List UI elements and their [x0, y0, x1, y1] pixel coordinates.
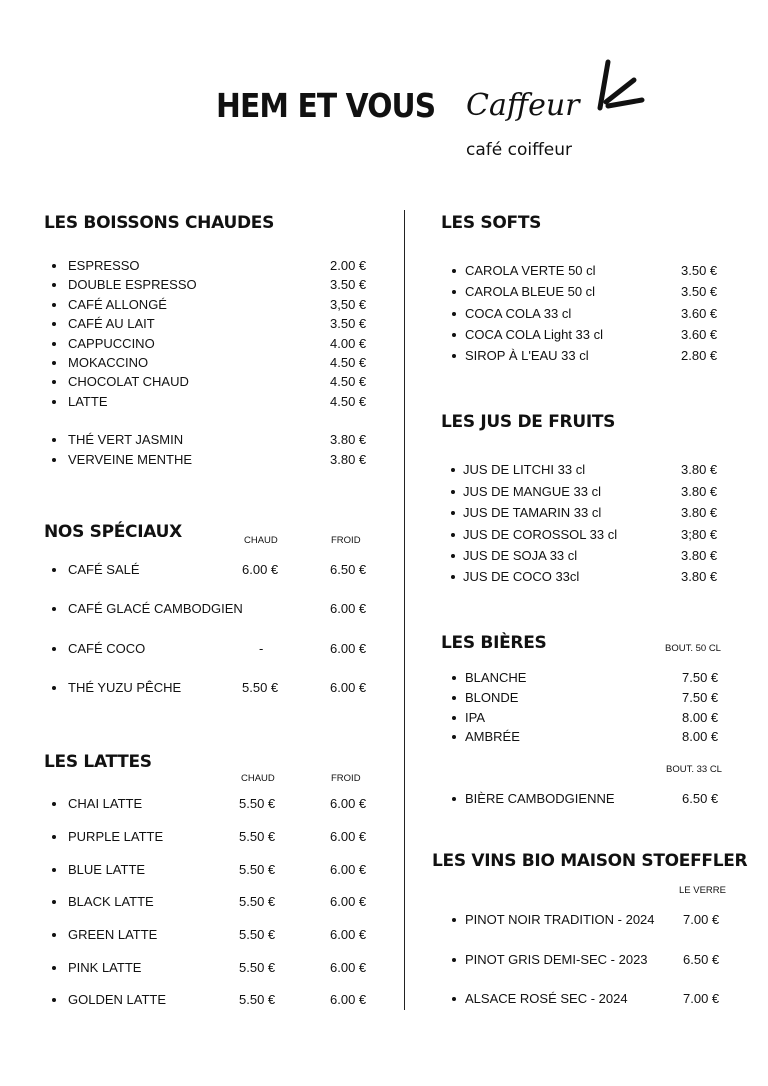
bullet-icon — [52, 868, 56, 872]
menu-item-price: 2.00 € — [330, 258, 367, 273]
menu-item-price: 3.50 € — [681, 284, 718, 299]
bullet-icon — [452, 735, 456, 739]
bullet-icon — [452, 918, 456, 922]
menu-item-row — [0, 670, 768, 688]
bullet-icon — [451, 468, 455, 472]
bullet-icon — [52, 933, 56, 937]
menu-item-name: JUS DE COCO 33cl — [463, 569, 580, 584]
bullet-icon — [452, 696, 456, 700]
bullet-icon — [451, 511, 455, 515]
menu-item-name: BLANCHE — [465, 670, 527, 685]
menu-item-name: GOLDEN LATTE — [68, 992, 167, 1007]
menu-item-price: 4.00 € — [330, 336, 367, 351]
menu-item-price-cold: 6.00 € — [330, 601, 367, 616]
menu-item-name: PURPLE LATTE — [68, 829, 164, 844]
menu-item-price: 3,50 € — [330, 297, 367, 312]
menu-item-row — [0, 894, 768, 912]
menu-item-price-cold: 6.00 € — [330, 829, 367, 844]
menu-item-row — [0, 829, 768, 847]
menu-item-price: 4.50 € — [330, 355, 367, 370]
bullet-icon — [452, 290, 456, 294]
menu-item-price-cold: 6.00 € — [330, 641, 367, 656]
menu-item-price: 6.50 € — [682, 791, 719, 806]
bullet-icon — [52, 900, 56, 904]
menu-item-name: CHOCOLAT CHAUD — [68, 374, 189, 389]
menu-item-row — [0, 690, 768, 708]
section-title-boissons-chaudes: LES BOISSONS CHAUDES — [44, 213, 275, 233]
menu-item-name: CAPPUCCINO — [68, 336, 155, 351]
menu-item-row — [0, 991, 768, 1009]
menu-item-price-hot: 6.00 € — [242, 562, 279, 577]
column-header-bottle-33: BOUT. 33 CL — [666, 764, 722, 775]
menu-item-row — [0, 527, 768, 545]
menu-item-price-hot: 5.50 € — [242, 680, 279, 695]
menu-item-row — [0, 505, 768, 523]
section-title-vins: LES VINS BIO MAISON STOEFFLER — [432, 851, 748, 871]
menu-item-price: 4.50 € — [330, 394, 367, 409]
menu-item-price: 3.80 € — [330, 452, 367, 467]
bullet-icon — [452, 354, 456, 358]
menu-item-row — [0, 306, 768, 324]
menu-item-price: 6.50 € — [683, 952, 720, 967]
section-title-speciaux: NOS SPÉCIAUX — [44, 522, 182, 542]
column-header-bottle-50: BOUT. 50 CL — [665, 643, 721, 654]
menu-item-name: CAFÉ SALÉ — [68, 562, 140, 577]
menu-item-price: 8.00 € — [682, 729, 719, 744]
section-title-jus: LES JUS DE FRUITS — [441, 412, 616, 432]
column-header-glass: LE VERRE — [679, 885, 726, 896]
menu-item-name: MOKACCINO — [68, 355, 149, 370]
menu-item-name: SIROP À L'EAU 33 cl — [465, 348, 589, 363]
menu-item-row — [0, 548, 768, 566]
menu-item-row — [0, 729, 768, 747]
menu-item-name: IPA — [465, 710, 485, 725]
menu-item-row — [0, 710, 768, 728]
section-title-lattes: LES LATTES — [44, 752, 152, 772]
menu-item-row — [0, 374, 768, 392]
bullet-icon — [52, 400, 56, 404]
menu-item-price: 8.00 € — [682, 710, 719, 725]
bullet-icon — [451, 554, 455, 558]
menu-item-row — [0, 952, 768, 970]
bullet-icon — [52, 607, 56, 611]
bullet-icon — [452, 333, 456, 337]
menu-item-price-hot: 5.50 € — [239, 829, 276, 844]
menu-item-row — [0, 432, 768, 450]
menu-item-price-hot: - — [259, 641, 264, 656]
menu-item-name: PINK LATTE — [68, 960, 142, 975]
menu-item-row — [0, 641, 768, 659]
menu-item-price-cold: 6.00 € — [330, 992, 367, 1007]
menu-item-price-cold: 6.50 € — [330, 562, 367, 577]
menu-item-name: BLACK LATTE — [68, 894, 154, 909]
menu-item-row — [0, 601, 768, 619]
bullet-icon — [452, 797, 456, 801]
menu-item-name: COCA COLA Light 33 cl — [465, 327, 604, 342]
menu-item-price: 4.50 € — [330, 374, 367, 389]
menu-item-name: BLUE LATTE — [68, 862, 146, 877]
menu-item-name: JUS DE LITCHI 33 cl — [463, 462, 586, 477]
section-title-bieres: LES BIÈRES — [441, 633, 547, 653]
bullet-icon — [452, 312, 456, 316]
menu-item-name: BLONDE — [465, 690, 519, 705]
menu-item-row — [0, 791, 768, 809]
bullet-icon — [451, 533, 455, 537]
leaf-sprig-icon — [594, 56, 646, 114]
menu-item-name: GREEN LATTE — [68, 927, 158, 942]
menu-item-price: 3.80 € — [681, 505, 718, 520]
menu-item-row — [0, 912, 768, 930]
bullet-icon — [52, 380, 56, 384]
column-header-cold: FROID — [331, 535, 361, 546]
column-header-cold: FROID — [331, 773, 361, 784]
bullet-icon — [452, 269, 456, 273]
menu-item-price: 3.50 € — [330, 316, 367, 331]
menu-item-price: 3;80 € — [681, 527, 718, 542]
menu-item-price-cold: 6.00 € — [330, 862, 367, 877]
menu-item-name: BIÈRE CAMBODGIENNE — [465, 791, 615, 806]
bullet-icon — [52, 438, 56, 442]
menu-item-price-cold: 6.00 € — [330, 960, 367, 975]
bullet-icon — [451, 490, 455, 494]
tagline: café coiffeur — [466, 140, 573, 160]
menu-item-name: CAROLA BLEUE 50 cl — [465, 284, 596, 299]
section-title-softs: LES SOFTS — [441, 213, 542, 233]
menu-item-name: CAFÉ COCO — [68, 641, 146, 656]
menu-item-name: JUS DE TAMARIN 33 cl — [463, 505, 602, 520]
menu-item-price: 3.80 € — [681, 548, 718, 563]
menu-item-name: ALSACE ROSÉ SEC - 2024 — [465, 991, 628, 1006]
menu-item-price: 3.50 € — [330, 277, 367, 292]
bullet-icon — [452, 958, 456, 962]
menu-item-name: PINOT NOIR TRADITION - 2024 — [465, 912, 655, 927]
column-header-hot: CHAUD — [244, 535, 278, 546]
menu-item-name: ESPRESSO — [68, 258, 140, 273]
menu-item-price: 3.80 € — [330, 432, 367, 447]
menu-item-price-hot: 5.50 € — [239, 796, 276, 811]
menu-item-name: CHAI LATTE — [68, 796, 143, 811]
menu-item-price-cold: 6.00 € — [330, 927, 367, 942]
menu-item-name: THÉ YUZU PÊCHE — [68, 680, 182, 695]
menu-item-name: JUS DE COROSSOL 33 cl — [463, 527, 618, 542]
menu-item-name: DOUBLE ESPRESSO — [68, 277, 197, 292]
menu-item-name: COCA COLA 33 cl — [465, 306, 572, 321]
menu-item-price-cold: 6.00 € — [330, 796, 367, 811]
menu-item-name: CAFÉ ALLONGÉ — [68, 297, 167, 312]
menu-item-price: 3.60 € — [681, 306, 718, 321]
bullet-icon — [451, 575, 455, 579]
menu-item-price: 3.80 € — [681, 569, 718, 584]
menu-item-price: 7.50 € — [682, 670, 719, 685]
menu-item-name: VERVEINE MENTHE — [68, 452, 193, 467]
menu-item-price-hot: 5.50 € — [239, 862, 276, 877]
menu-item-row — [0, 263, 768, 281]
menu-item-price: 7.50 € — [682, 690, 719, 705]
column-header-hot: CHAUD — [241, 773, 275, 784]
menu-item-row — [0, 394, 768, 412]
menu-item-row — [0, 348, 768, 366]
menu-item-price: 3.60 € — [681, 327, 718, 342]
menu-item-name: THÉ VERT JASMIN — [68, 432, 184, 447]
menu-item-name: JUS DE SOJA 33 cl — [463, 548, 578, 563]
menu-item-name: CAFÉ AU LAIT — [68, 316, 155, 331]
menu-item-row — [0, 484, 768, 502]
menu-item-name: LATTE — [68, 394, 108, 409]
menu-item-name: CAROLA VERTE 50 cl — [465, 263, 596, 278]
menu-item-price: 7.00 € — [683, 912, 720, 927]
brand-title: HEM ET VOUS — [216, 86, 436, 125]
bullet-icon — [452, 676, 456, 680]
menu-item-price: 2.80 € — [681, 348, 718, 363]
menu-item-name: PINOT GRIS DEMI-SEC - 2023 — [465, 952, 648, 967]
menu-item-row — [0, 462, 768, 480]
menu-item-row — [0, 569, 768, 587]
menu-item-name: AMBRÉE — [465, 729, 520, 744]
menu-item-price-hot: 5.50 € — [239, 992, 276, 1007]
bullet-icon — [452, 997, 456, 1001]
menu-item-row — [0, 284, 768, 302]
menu-item-price: 3.50 € — [681, 263, 718, 278]
menu-item-name: CAFÉ GLACÉ CAMBODGIEN — [68, 601, 243, 616]
brand-script-name: Caffeur — [466, 88, 580, 123]
menu-item-price: 3.80 € — [681, 462, 718, 477]
menu-item-price-hot: 5.50 € — [239, 894, 276, 909]
menu-item-row — [0, 327, 768, 345]
menu-item-price-cold: 6.00 € — [330, 680, 367, 695]
menu-item-name: JUS DE MANGUE 33 cl — [463, 484, 601, 499]
menu-item-price-cold: 6.00 € — [330, 894, 367, 909]
menu-item-price: 7.00 € — [683, 991, 720, 1006]
menu-item-price: 3.80 € — [681, 484, 718, 499]
bullet-icon — [452, 716, 456, 720]
menu-item-price-hot: 5.50 € — [239, 927, 276, 942]
menu-item-price-hot: 5.50 € — [239, 960, 276, 975]
bullet-icon — [52, 647, 56, 651]
bullet-icon — [52, 835, 56, 839]
